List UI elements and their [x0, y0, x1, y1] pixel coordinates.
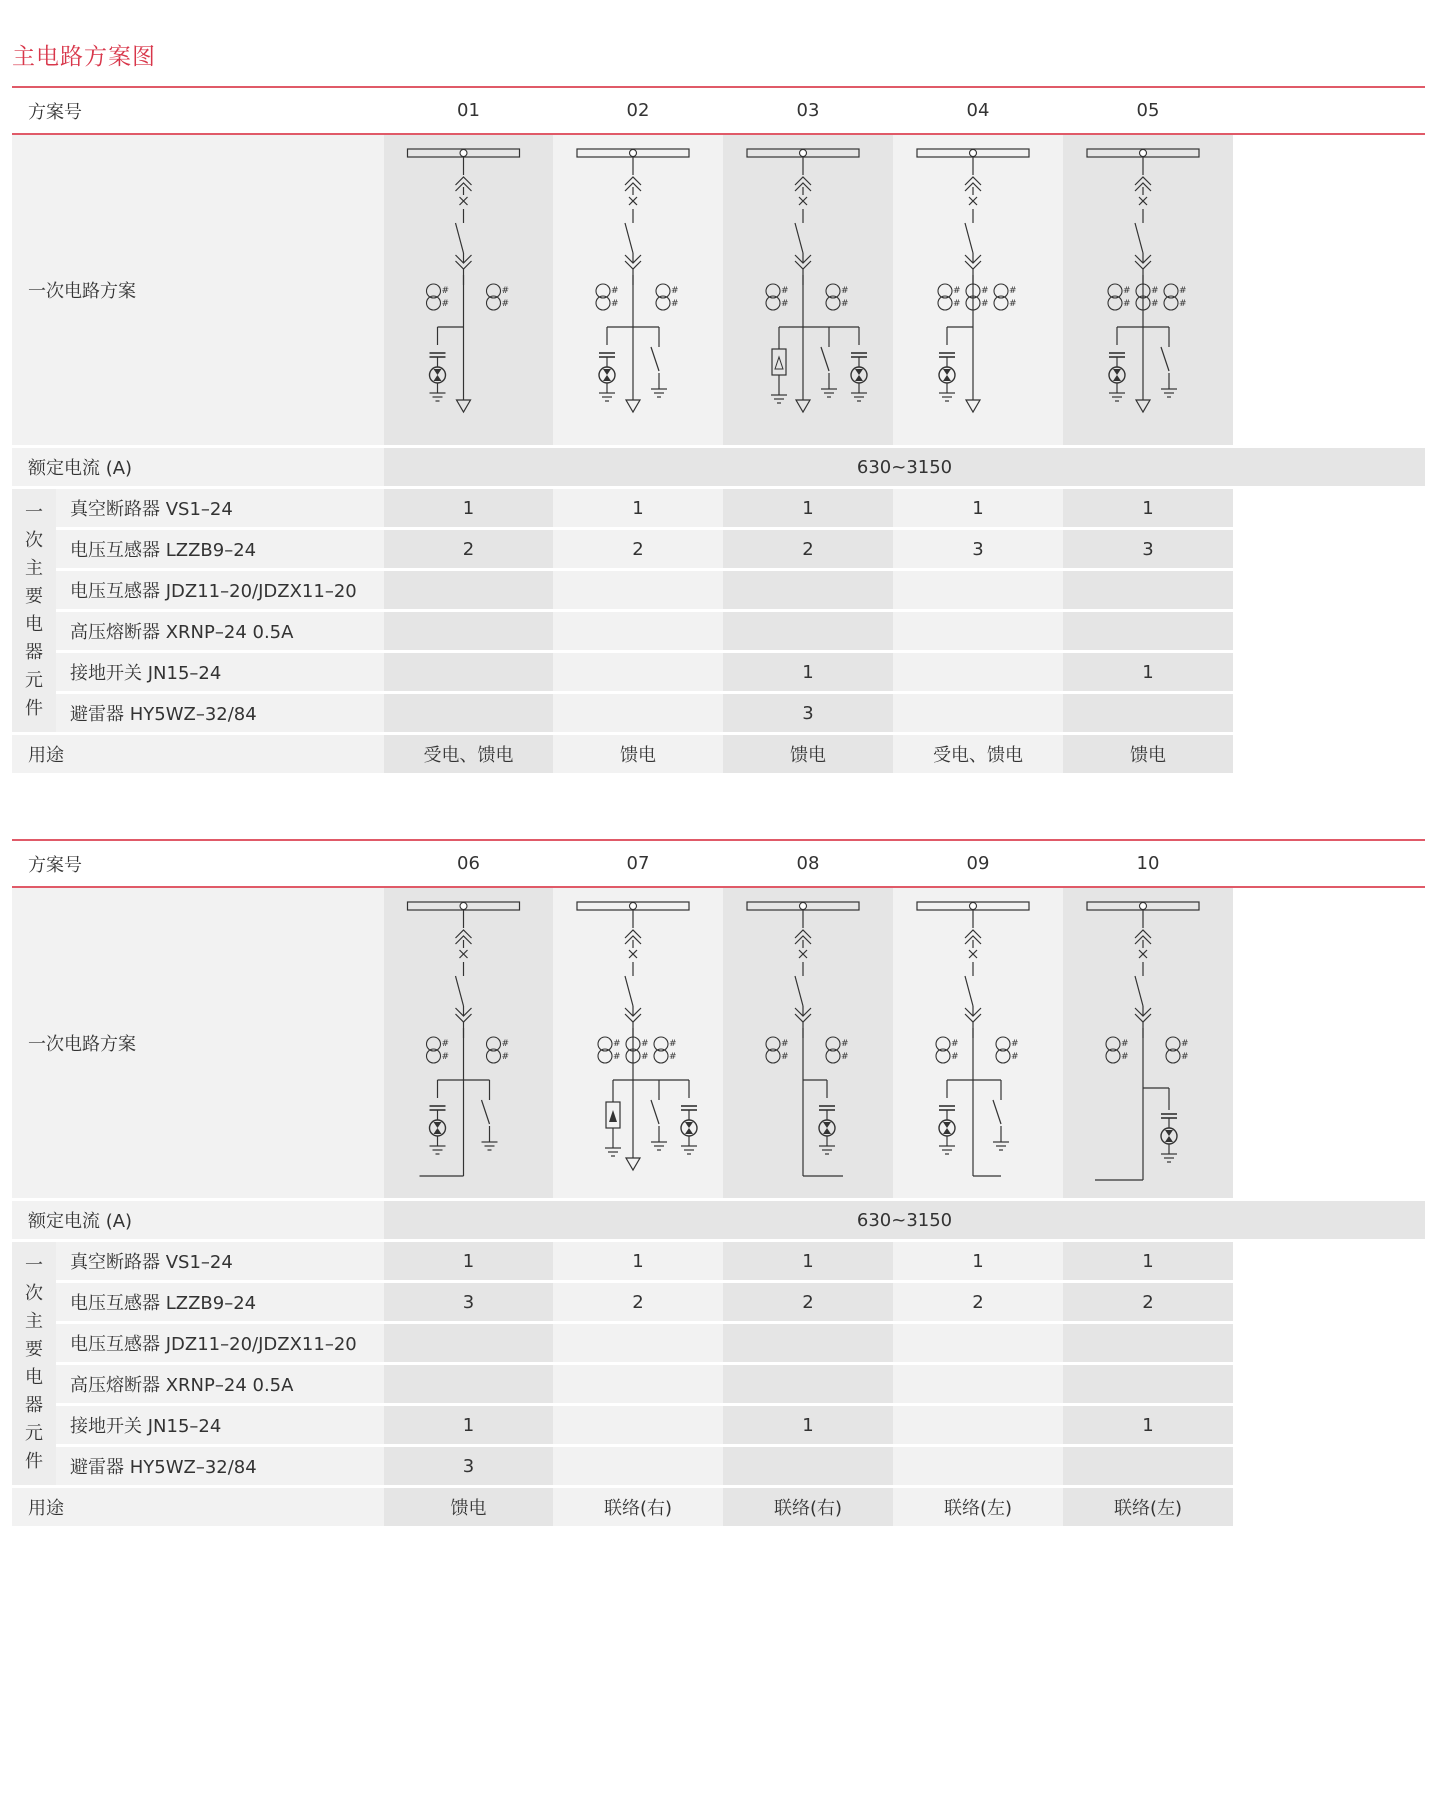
component-qty: 1: [723, 653, 893, 691]
component-name: 接地开关 JN15–24: [56, 1406, 384, 1444]
scheme-no-label: 方案号: [28, 101, 82, 123]
rated-current-row: [12, 1201, 1425, 1239]
circuit-diagram: [723, 888, 893, 1198]
component-qty: 1: [553, 489, 723, 527]
component-row: [12, 489, 1425, 527]
svg-text:#: #: [441, 286, 450, 296]
circuit-diagram: [553, 888, 723, 1198]
scheme-number: 10: [1136, 853, 1160, 874]
component-qty: [893, 1365, 1063, 1403]
component-name: 电压互感器 JDZ11–20/JDZX11–20: [56, 1324, 384, 1362]
component-qty: 1: [384, 489, 553, 527]
component-row: [12, 1447, 1425, 1485]
svg-text:#: #: [1123, 286, 1131, 296]
component-name: 电压互感器 JDZ11–20/JDZX11–20: [56, 571, 384, 609]
group-label-char: 次: [25, 529, 43, 551]
usage-value: 馈电: [553, 735, 723, 773]
group-label-char: 件: [25, 1450, 43, 1472]
component-qty: [553, 694, 723, 732]
scheme-number: 06: [457, 853, 480, 874]
component-qty: [1063, 1365, 1233, 1403]
svg-text:#: #: [781, 1039, 789, 1049]
svg-text:#: #: [981, 299, 989, 309]
component-qty: [1063, 694, 1233, 732]
component-qty: 2: [553, 1283, 723, 1321]
circuit-diagram: [893, 135, 1063, 445]
svg-text:#: #: [441, 299, 450, 309]
component-row: [12, 653, 1425, 691]
group-label-char: 要: [25, 1338, 43, 1360]
component-qty: [384, 694, 553, 732]
diagram-row: [12, 888, 1425, 1198]
component-row: [12, 694, 1425, 732]
group-label-char: 电: [25, 1366, 43, 1388]
scheme-number: 01: [457, 100, 480, 121]
svg-text:#: #: [669, 1052, 677, 1062]
rated-current-label: 额定电流 (A): [12, 448, 384, 486]
component-qty: 2: [1063, 1283, 1233, 1321]
group-label-char: 元: [25, 1422, 43, 1444]
component-qty: 1: [1063, 1242, 1233, 1280]
usage-value: 受电、馈电: [893, 735, 1063, 773]
component-qty: 1: [893, 489, 1063, 527]
svg-text:#: #: [1121, 1052, 1129, 1062]
svg-text:#: #: [1181, 1052, 1189, 1062]
svg-text:#: #: [441, 1052, 450, 1062]
usage-value: 受电、馈电: [384, 735, 553, 773]
component-qty: 2: [384, 530, 553, 568]
scheme-number: 03: [796, 100, 820, 121]
component-qty: [723, 1365, 893, 1403]
component-qty: 1: [723, 489, 893, 527]
scheme-number: 07: [626, 853, 650, 874]
component-qty: [893, 1406, 1063, 1444]
svg-text:#: #: [841, 286, 849, 296]
usage-value: 馈电: [723, 735, 893, 773]
svg-text:#: #: [671, 286, 679, 296]
component-name: 电压互感器 LZZB9–24: [56, 530, 384, 568]
component-row: [12, 1406, 1425, 1444]
rated-current-value: 630~3150: [384, 448, 1425, 486]
scheme-number: 09: [966, 853, 990, 874]
component-qty: 1: [1063, 653, 1233, 691]
component-qty: 2: [893, 1283, 1063, 1321]
component-qty: 1: [384, 1406, 553, 1444]
usage-row: [12, 1488, 1425, 1526]
svg-text:#: #: [613, 1039, 621, 1049]
svg-text:#: #: [1151, 286, 1159, 296]
diagram-row: [12, 135, 1425, 445]
svg-text:#: #: [641, 1052, 649, 1062]
component-qty: 1: [1063, 1406, 1233, 1444]
component-name: 高压熔断器 XRNP–24 0.5A: [56, 1365, 384, 1403]
header-row: [12, 841, 1425, 886]
component-qty: [1063, 571, 1233, 609]
svg-text:#: #: [1181, 1039, 1189, 1049]
svg-text:#: #: [611, 299, 619, 309]
component-qty: [553, 612, 723, 650]
circuit-diagram: [384, 135, 553, 445]
component-name: 真空断路器 VS1–24: [56, 1242, 384, 1280]
svg-text:#: #: [1009, 299, 1017, 309]
component-qty: [553, 571, 723, 609]
primary-circuit-label: 一次电路方案: [12, 888, 384, 1198]
component-qty: [553, 1447, 723, 1485]
rated-current-row: [12, 448, 1425, 486]
scheme-number: 04: [966, 100, 990, 121]
svg-text:#: #: [641, 1039, 649, 1049]
group-label-char: 主: [25, 1310, 43, 1332]
group-label-char: 器: [25, 1394, 43, 1416]
rated-current-label: 额定电流 (A): [12, 1201, 384, 1239]
component-qty: [893, 1324, 1063, 1362]
svg-text:#: #: [611, 286, 619, 296]
component-qty: [723, 571, 893, 609]
circuit-diagram: [1063, 888, 1233, 1198]
svg-text:#: #: [841, 299, 849, 309]
page-title: 主电路方案图: [12, 44, 156, 70]
component-qty: 3: [384, 1283, 553, 1321]
component-qty: [893, 1447, 1063, 1485]
svg-text:#: #: [981, 286, 989, 296]
usage-value: 联络(右): [723, 1488, 893, 1526]
svg-text:#: #: [841, 1052, 849, 1062]
usage-label: 用途: [12, 1488, 384, 1526]
svg-text:#: #: [1123, 299, 1131, 309]
svg-text:#: #: [951, 1039, 959, 1049]
svg-text:#: #: [1179, 286, 1187, 296]
component-qty: [384, 1324, 553, 1362]
component-qty: [1063, 612, 1233, 650]
component-name: 避雷器 HY5WZ–32/84: [56, 694, 384, 732]
component-qty: 1: [723, 1406, 893, 1444]
svg-text:#: #: [1151, 299, 1159, 309]
component-qty: [553, 1324, 723, 1362]
component-name: 电压互感器 LZZB9–24: [56, 1283, 384, 1321]
component-qty: [723, 612, 893, 650]
svg-text:#: #: [781, 1052, 789, 1062]
component-row: [12, 1324, 1425, 1362]
svg-text:#: #: [781, 286, 789, 296]
component-qty: 3: [723, 694, 893, 732]
component-qty: 1: [893, 1242, 1063, 1280]
component-qty: [384, 653, 553, 691]
component-qty: [553, 1365, 723, 1403]
svg-text:#: #: [1009, 286, 1017, 296]
component-qty: [723, 1324, 893, 1362]
component-name: 高压熔断器 XRNP–24 0.5A: [56, 612, 384, 650]
component-qty: [893, 653, 1063, 691]
component-qty: 1: [1063, 489, 1233, 527]
scheme-table: [12, 86, 1425, 776]
svg-text:#: #: [501, 299, 510, 309]
svg-text:#: #: [441, 1039, 450, 1049]
component-qty: [553, 653, 723, 691]
circuit-diagram: [723, 135, 893, 445]
component-qty: [1063, 1447, 1233, 1485]
component-name: 接地开关 JN15–24: [56, 653, 384, 691]
scheme-no-label: 方案号: [28, 854, 82, 876]
group-label-char: 元: [25, 669, 43, 691]
svg-text:#: #: [1011, 1039, 1019, 1049]
usage-value: 馈电: [1063, 735, 1233, 773]
component-qty: [1063, 1324, 1233, 1362]
component-row: [12, 1365, 1425, 1403]
component-qty: [723, 1447, 893, 1485]
svg-text:#: #: [953, 299, 961, 309]
component-qty: [893, 612, 1063, 650]
group-label-char: 件: [25, 697, 43, 719]
group-label-char: 次: [25, 1282, 43, 1304]
svg-text:#: #: [1121, 1039, 1129, 1049]
scheme-number: 08: [796, 853, 820, 874]
group-label-char: 主: [25, 557, 43, 579]
component-qty: 3: [384, 1447, 553, 1485]
svg-text:#: #: [781, 299, 789, 309]
svg-text:#: #: [613, 1052, 621, 1062]
component-qty: [553, 1406, 723, 1444]
svg-text:#: #: [501, 1039, 510, 1049]
primary-circuit-label: 一次电路方案: [12, 135, 384, 445]
component-name: 真空断路器 VS1–24: [56, 489, 384, 527]
component-row: [12, 1283, 1425, 1321]
svg-text:#: #: [501, 1052, 510, 1062]
usage-value: 联络(左): [1063, 1488, 1233, 1526]
component-row: [12, 1242, 1425, 1280]
rated-current-value: 630~3150: [384, 1201, 1425, 1239]
component-qty: 1: [384, 1242, 553, 1280]
component-qty: [384, 571, 553, 609]
usage-value: 联络(左): [893, 1488, 1063, 1526]
svg-text:#: #: [501, 286, 510, 296]
svg-text:#: #: [953, 286, 961, 296]
svg-text:#: #: [1179, 299, 1187, 309]
component-qty: [384, 612, 553, 650]
group-label-char: 一: [25, 1254, 43, 1276]
circuit-diagram: [893, 888, 1063, 1198]
component-name: 避雷器 HY5WZ–32/84: [56, 1447, 384, 1485]
svg-text:#: #: [951, 1052, 959, 1062]
component-qty: [893, 694, 1063, 732]
group-label-char: 要: [25, 585, 43, 607]
svg-text:#: #: [1011, 1052, 1019, 1062]
usage-label: 用途: [12, 735, 384, 773]
circuit-diagram: [1063, 135, 1233, 445]
usage-value: 联络(右): [553, 1488, 723, 1526]
component-row: [12, 612, 1425, 650]
component-qty: 1: [553, 1242, 723, 1280]
scheme-table: [12, 839, 1425, 1529]
component-row: [12, 571, 1425, 609]
component-qty: 3: [1063, 530, 1233, 568]
scheme-number: 05: [1136, 100, 1160, 121]
group-label-char: 电: [25, 613, 43, 635]
component-qty: 2: [723, 1283, 893, 1321]
scheme-number: 02: [626, 100, 650, 121]
svg-text:#: #: [671, 299, 679, 309]
component-qty: 2: [723, 530, 893, 568]
component-qty: 3: [893, 530, 1063, 568]
component-row: [12, 530, 1425, 568]
component-qty: [893, 571, 1063, 609]
component-qty: 1: [723, 1242, 893, 1280]
group-label-char: 一: [25, 501, 43, 523]
component-qty: 2: [553, 530, 723, 568]
circuit-diagram: [553, 135, 723, 445]
group-label-char: 器: [25, 641, 43, 663]
svg-text:#: #: [841, 1039, 849, 1049]
svg-text:#: #: [669, 1039, 677, 1049]
circuit-diagram: [384, 888, 553, 1198]
usage-value: 馈电: [384, 1488, 553, 1526]
header-row: [12, 88, 1425, 133]
component-qty: [384, 1365, 553, 1403]
usage-row: [12, 735, 1425, 773]
